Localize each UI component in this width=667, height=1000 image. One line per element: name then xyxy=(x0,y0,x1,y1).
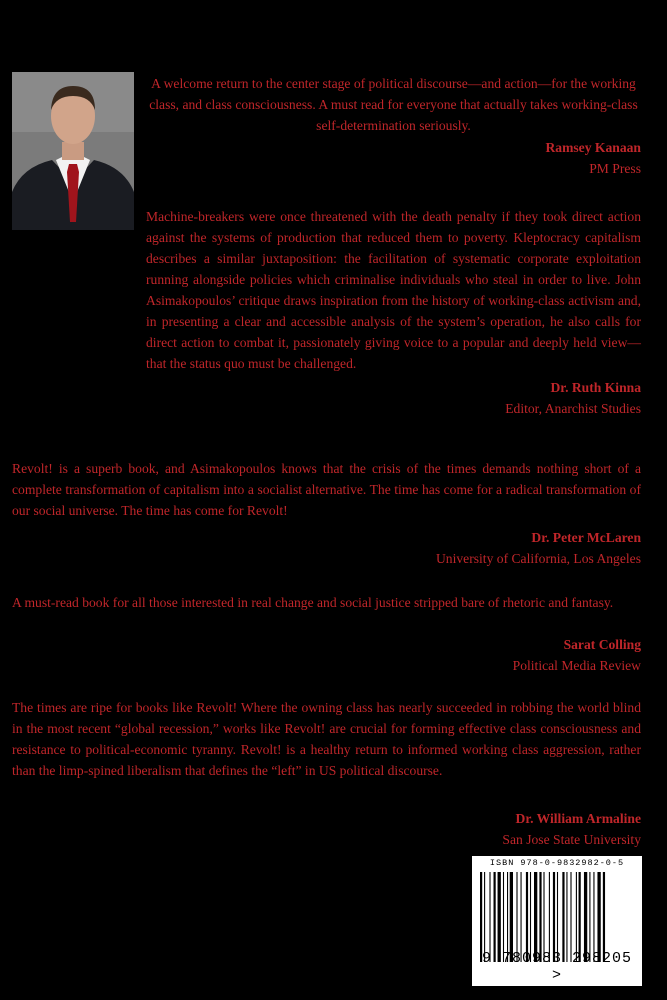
isbn-label: ISBN 978-0-9832982-0-5 xyxy=(489,858,625,868)
quote-4-text: A must-read book for all those interested in real change and social justice stripped bare of rhetoric and fantasy. xyxy=(12,595,614,610)
author-photo xyxy=(12,72,134,230)
quote-1-org: PM Press xyxy=(589,161,641,176)
quote-2-name: Dr. Ruth Kinna xyxy=(550,380,641,395)
quote-5-org: San Jose State University xyxy=(502,832,641,847)
quote-5-name: Dr. William Armaline xyxy=(515,811,641,826)
quote-1-attribution xyxy=(545,137,641,179)
quote-2-text: Machine-breakers were once threatened with the death penalty if they took direct action against the systems of production that reduced them to poverty. Kleptocracy capitalism describes a similar juxtaposition: the facilitation of systematic corporate exploitation running alongside policies which criminalise individuals who steal in order to live. John Asimakopoulos’ critique draws inspiration from the history of working-class activism and, in presenting a clear and accessible analysis of the system’s operation, he also calls for direct action to combat it, passionately giving voice to a popular and deeply held view—that the status quo must be challenged. xyxy=(146,209,641,371)
quote-1-name: Ramsey Kanaan xyxy=(545,140,641,155)
quote-4-attribution xyxy=(513,634,641,676)
quote-2-org: Editor, Anarchist Studies xyxy=(505,401,641,416)
quote-3-attribution xyxy=(436,527,641,569)
quote-3-text: Revolt! is a superb book, and Asimakopoulos knows that the crisis of the times demands nothing short of a complete transformation of capitalism into a socialist alternative. The time has come for a radical transformation of our social universe. The time has come for Revolt! xyxy=(12,461,641,518)
quote-2-attribution xyxy=(505,377,641,419)
quote-3-org: University of California, Los Angeles xyxy=(435,551,641,566)
quote-4-name: Sarat Colling xyxy=(563,637,641,652)
quote-1-text: A welcome return to the center stage of political discourse—and action—for the working class, and class consciousness. A must read for everyone that actually takes working-class self-determination seriously. xyxy=(149,76,638,133)
isbn-digits: 9 780983 298205 > xyxy=(481,950,633,984)
quote-4-org: Political Media Review xyxy=(512,658,641,673)
isbn-barcode xyxy=(472,856,642,986)
quote-5-attribution xyxy=(502,808,641,850)
quote-5-text: The times are ripe for books like Revolt! Where the owning class has nearly succeeded in robbing the world blind in the most recent “global recession,” works like Revolt! are crucial for forming effective class consciousness and resistance to political-economic tyranny. Revolt! is a healthy return to informed working class aggression, rather than the limp-spined liberalism that defines the “left” in US political discourse. xyxy=(12,700,641,778)
quote-3-name: Dr. Peter McLaren xyxy=(531,530,641,545)
